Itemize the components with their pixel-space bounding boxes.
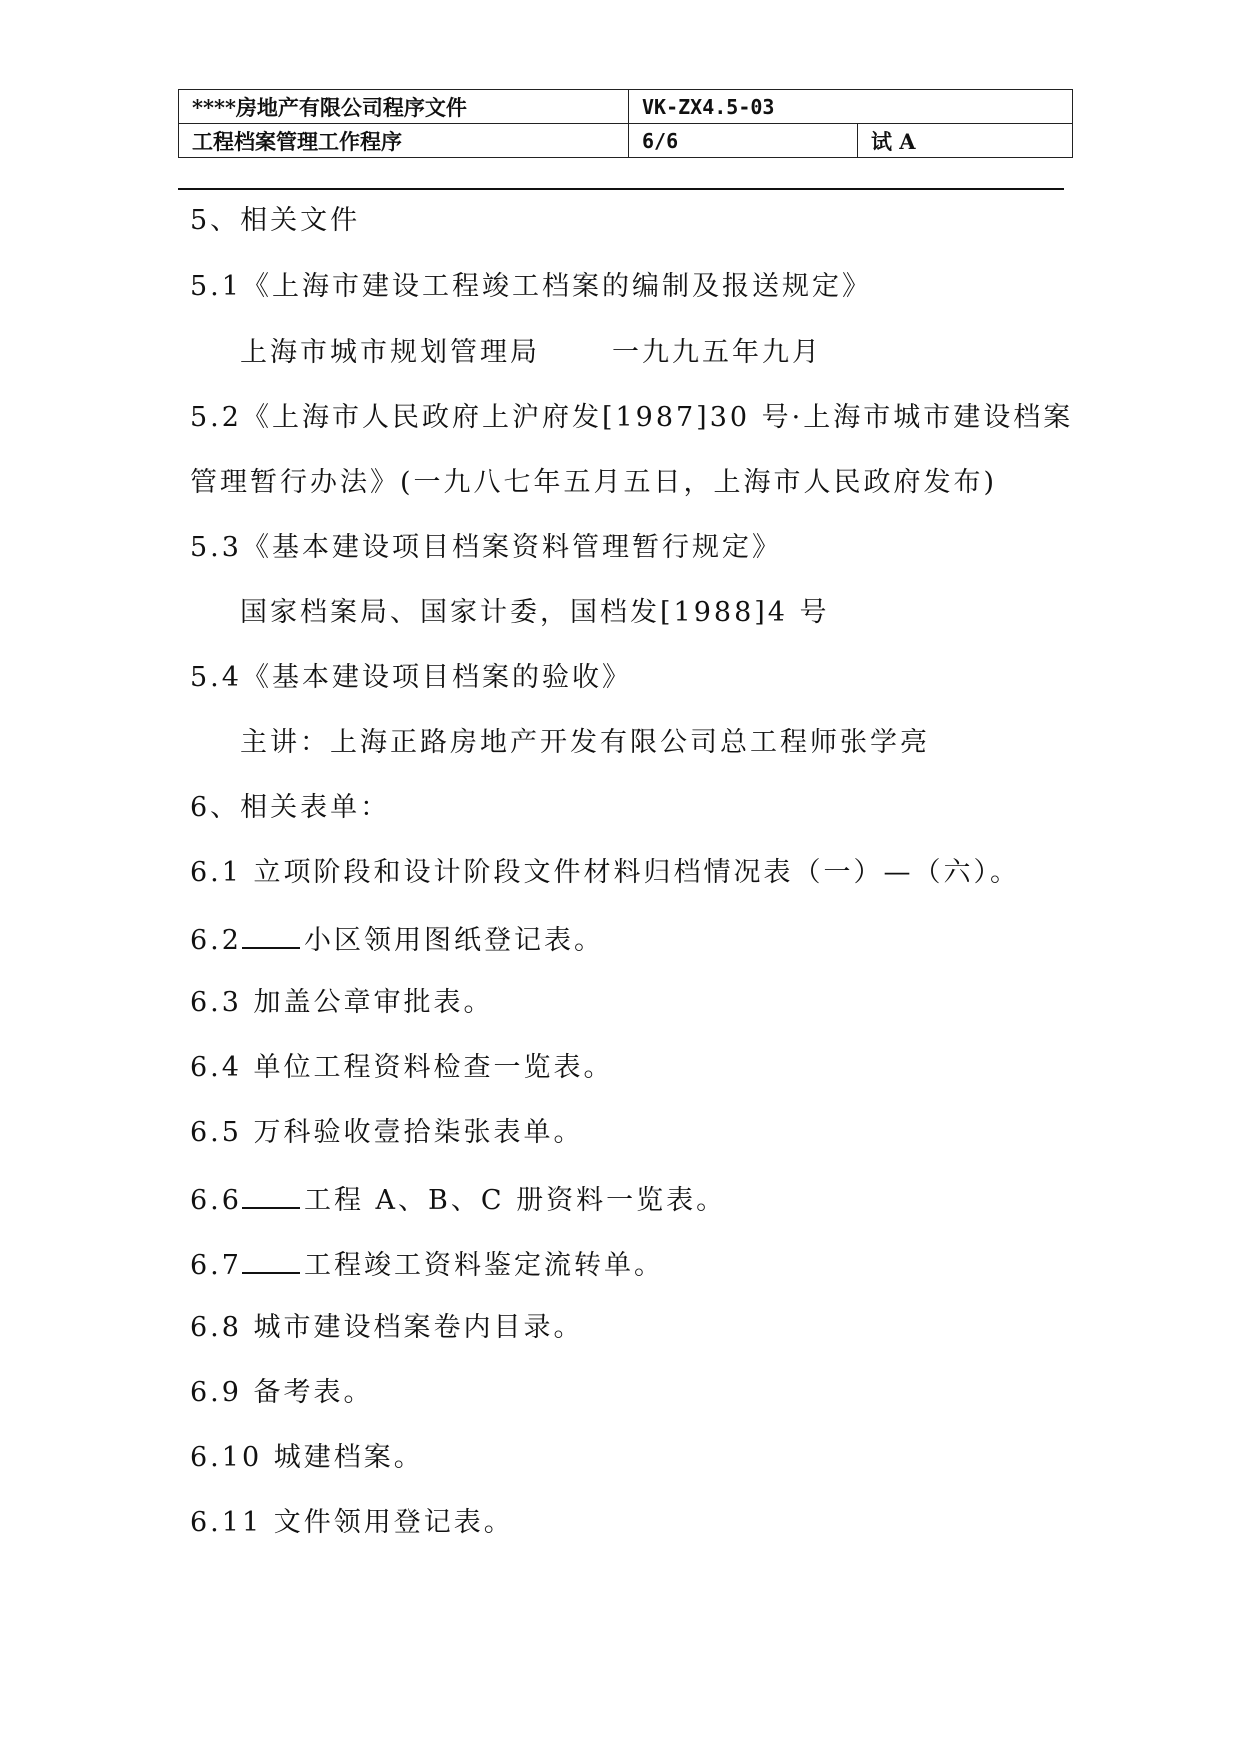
header-row-2 bbox=[179, 124, 1073, 158]
form-6-2-text: 小区领用图纸登记表。 bbox=[303, 925, 604, 956]
form-6-6-text: 工程 A、B、C 册资料一览表。 bbox=[303, 1185, 727, 1216]
company-document-label: ****房地产有限公司程序文件 bbox=[179, 90, 629, 124]
fill-in-blank bbox=[242, 1181, 300, 1209]
ref-5-3: 5.3《基本建设项目档案资料管理暂行规定》 bbox=[190, 532, 782, 563]
form-6-9: 6.9 备考表。 bbox=[190, 1377, 374, 1408]
form-6-2-number: 6.2 bbox=[190, 925, 242, 956]
form-6-3: 6.3 加盖公章审批表。 bbox=[190, 987, 494, 1018]
ref-5-2-line-2: 管理暂行办法》(一九八七年五月五日，上海市人民政府发布) bbox=[190, 467, 998, 498]
form-6-5: 6.5 万科验收壹拾柒张表单。 bbox=[190, 1117, 584, 1148]
form-6-6-number: 6.6 bbox=[190, 1185, 242, 1216]
document-header-table bbox=[178, 89, 1073, 158]
form-6-10: 6.10 城建档案。 bbox=[190, 1442, 424, 1473]
form-6-7 bbox=[190, 1246, 664, 1283]
fill-in-blank bbox=[242, 1246, 300, 1274]
header-row-1 bbox=[179, 90, 1073, 124]
ref-5-4: 5.4《基本建设项目档案的验收》 bbox=[190, 662, 632, 693]
form-6-7-text: 工程竣工资料鉴定流转单。 bbox=[303, 1250, 664, 1281]
ref-5-2-line-1: 5.2《上海市人民政府上沪府发[1987]30 号·上海市城市建设档案 bbox=[190, 402, 1074, 433]
section-6-heading: 6、相关表单： bbox=[190, 792, 391, 823]
ref-5-3-issuer: 国家档案局、国家计委，国档发[1988]4 号 bbox=[240, 597, 830, 628]
ref-5-1-issuer-line bbox=[240, 336, 822, 370]
document-code: VK-ZX4.5-03 bbox=[629, 90, 1073, 124]
section-5-heading: 5、相关文件 bbox=[190, 205, 361, 236]
ref-5-1-date: 一九九五年九月 bbox=[612, 337, 822, 368]
ref-5-1-issuer: 上海市城市规划管理局 bbox=[240, 337, 540, 368]
form-6-6 bbox=[190, 1181, 726, 1218]
ref-5-4-speaker: 主讲：上海正路房地产开发有限公司总工程师张学亮 bbox=[240, 727, 930, 758]
form-6-8: 6.8 城市建设档案卷内目录。 bbox=[190, 1312, 584, 1343]
form-6-11: 6.11 文件领用登记表。 bbox=[190, 1507, 514, 1538]
form-6-2 bbox=[190, 921, 604, 958]
version-label: 试 A bbox=[858, 124, 1073, 158]
form-6-7-number: 6.7 bbox=[190, 1250, 242, 1281]
header-divider bbox=[178, 188, 1064, 190]
ref-5-1: 5.1《上海市建设工程竣工档案的编制及报送规定》 bbox=[190, 271, 872, 302]
document-title: 工程档案管理工作程序 bbox=[179, 124, 629, 158]
fill-in-blank bbox=[242, 921, 300, 949]
page-number: 6/6 bbox=[629, 124, 858, 158]
form-6-1: 6.1 立项阶段和设计阶段文件材料归档情况表（一）—（六）。 bbox=[190, 857, 1021, 888]
form-6-4: 6.4 单位工程资料检查一览表。 bbox=[190, 1052, 614, 1083]
